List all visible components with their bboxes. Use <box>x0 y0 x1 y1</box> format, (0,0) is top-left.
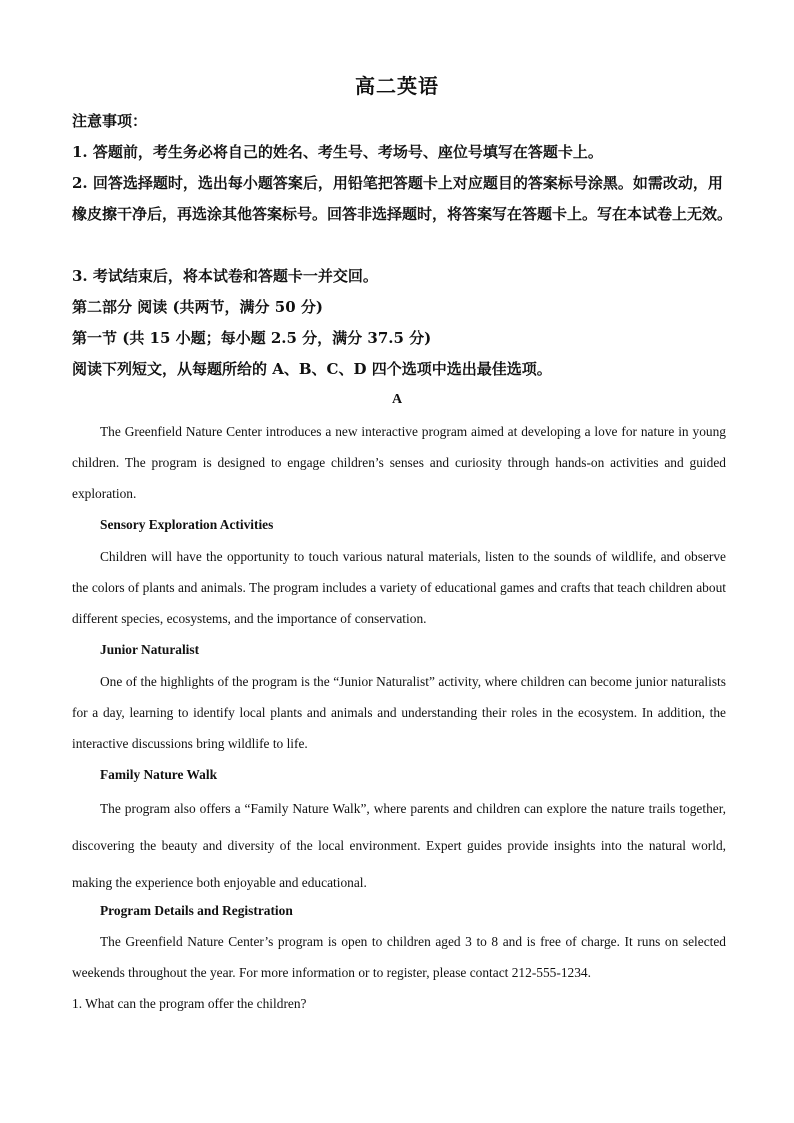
paragraph-sensory-exploration: Children will have the opportunity to touch various natural materials, listen to the sounds of wildlife, and observe the colors of plants and animals. The program includes a variety of educational games and crafts that teach children about different species, ecosystems, and the importance of conservation. <box>72 549 726 626</box>
paragraph-family-nature-walk: The program also offers a “Family Nature Walk”, where parents and children can explore the nature trails together, discovering the beauty and diversity of the local environment. Expert guides provide insights into the natural world, making the experience both enjoyable and educational. <box>72 801 726 890</box>
paragraph-junior-naturalist: One of the highlights of the program is the “Junior Naturalist” activity, where children can become junior naturalists for a day, learning to identify local plants and animals and understanding their roles in the ecosystem. In addition, the interactive discussions bring wildlife to life. <box>72 674 726 751</box>
heading-junior-naturalist: Junior Naturalist <box>100 642 200 657</box>
heading-family-nature-walk: Family Nature Walk <box>100 767 218 782</box>
paragraph-program-details: The Greenfield Nature Center’s program is open to children aged 3 to 8 and is free of charge. It runs on selected weekends throughout the year. For more information or to register, please contact 212-555-1234. <box>72 934 726 980</box>
heading-sensory-exploration: Sensory Exploration Activities <box>100 517 274 532</box>
passage-letter: A <box>391 392 403 407</box>
notice-heading: 注意事项： <box>72 112 148 130</box>
section-title: 第一节 (共 15 小题；每小题 2.5 分，满分 37.5 分) <box>72 329 432 347</box>
passage-intro: The Greenfield Nature Center introduces a new interactive program aimed at developing a love for nature in young children. The program is designed to engage children’s senses and curiosity through hands-on activities and guided exploration. <box>72 424 726 501</box>
question-1: 1. What can the program offer the children? <box>72 996 307 1011</box>
notice-item-3: 3. 考试结束后，将本试卷和答题卡一并交回。 <box>72 267 378 285</box>
part-title: 第二部分 阅读 (共两节，满分 50 分) <box>72 298 323 316</box>
notice-item-1: 1. 答题前，考生务必将自己的姓名、考生号、考场号、座位号填写在答题卡上。 <box>72 143 603 161</box>
reading-instruction: 阅读下列短文，从每题所给的 A、B、C、D 四个选项中选出最佳选项。 <box>72 360 552 378</box>
page-title: 高二英语 <box>355 74 439 98</box>
heading-program-details: Program Details and Registration <box>100 903 293 918</box>
notice-item-2: 2. 回答选择题时，选出每小题答案后，用铅笔把答题卡上对应题目的答案标号涂黑。如需改动，用橡皮擦干净后，再选涂其他答案标号。回答非选择题时，将答案写在答题卡上。写在本试卷上无效。 <box>72 174 733 223</box>
